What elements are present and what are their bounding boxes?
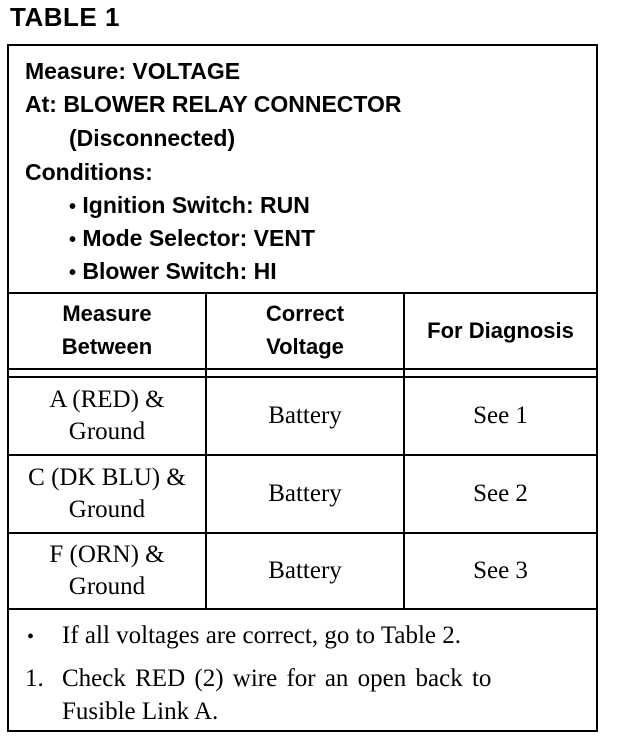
header-divider xyxy=(9,368,596,370)
condition-item xyxy=(69,225,315,252)
bullet-icon: • xyxy=(69,229,77,251)
condition-item xyxy=(69,192,310,219)
table-cell-diagnosis: See 1 xyxy=(473,402,528,429)
column-header-measure-between: Measure Between xyxy=(61,301,153,359)
note-item-text: Fusible Link A. xyxy=(62,698,219,725)
note-item-number: 1. xyxy=(25,665,44,692)
table-cell-diagnosis: See 2 xyxy=(473,480,528,507)
table-cell-voltage: Battery xyxy=(268,480,342,507)
condition-text: Ignition Switch: RUN xyxy=(82,192,310,218)
table-cell-between: C (DK BLU) & Ground xyxy=(28,464,186,523)
table-cell-voltage: Battery xyxy=(268,557,342,584)
note-bullet-icon: • xyxy=(27,626,35,648)
location-label: At: BLOWER RELAY CONNECTOR xyxy=(25,91,402,117)
table-cell-voltage: Battery xyxy=(268,402,342,429)
table-cell-between: A (RED) & Ground xyxy=(49,386,165,445)
column-header-for-diagnosis: For Diagnosis xyxy=(427,317,574,343)
bullet-icon: • xyxy=(69,196,77,218)
condition-text: Mode Selector: VENT xyxy=(82,225,316,251)
diagnosis-notes xyxy=(9,610,596,730)
measurement-header xyxy=(9,46,596,294)
location-note: (Disconnected) xyxy=(69,125,236,151)
measure-label: Measure: VOLTAGE xyxy=(25,58,241,84)
condition-text: Blower Switch: HI xyxy=(82,258,277,284)
table-title: TABLE 1 xyxy=(10,2,120,32)
bullet-icon: • xyxy=(69,262,77,284)
table-frame xyxy=(7,44,598,732)
column-header-correct-voltage: Correct Voltage xyxy=(265,301,345,359)
table-cell-diagnosis: See 3 xyxy=(473,557,528,584)
note-item-text: Check RED (2) wire for an open back to xyxy=(62,665,492,692)
condition-item xyxy=(69,258,277,285)
voltage-table xyxy=(9,292,596,610)
table-cell-between: F (ORN) & Ground xyxy=(49,541,165,600)
note-general: If all voltages are correct, go to Table 2. xyxy=(62,622,462,649)
conditions-label: Conditions: xyxy=(25,159,153,185)
